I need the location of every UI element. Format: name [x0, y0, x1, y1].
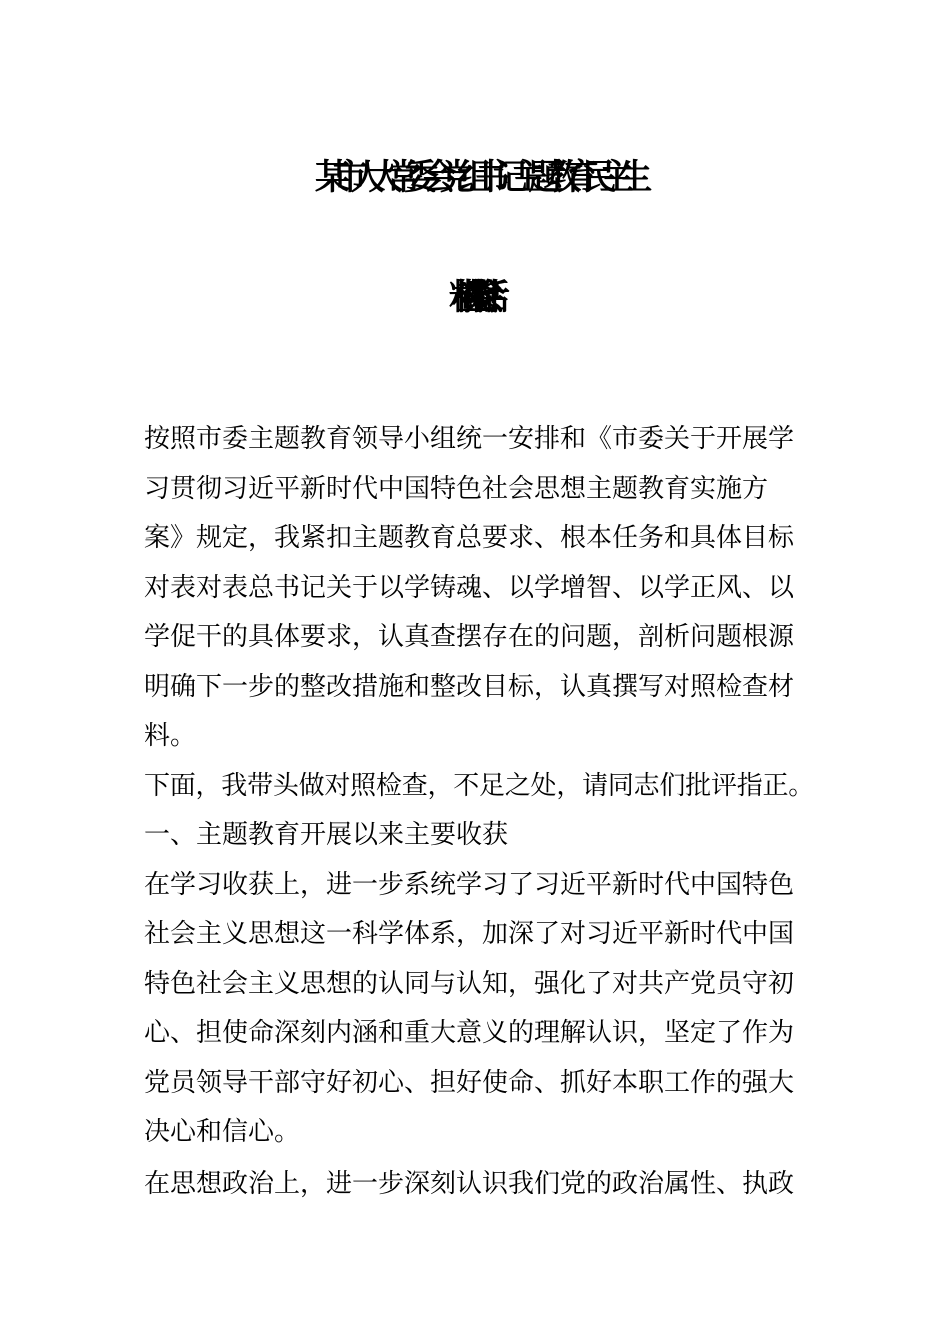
body-line: 案》规定，我紧扣主题教育总要求、根本任务和具体目标 — [144, 523, 795, 553]
body-line: 对表对表总书记关于以学铸魂、以学增智、以学正风、以 — [144, 573, 795, 603]
body-line: 明确下一步的整改措施和整改目标，认真撰写对照检查材 — [144, 672, 795, 702]
body-line: 心、担使命深刻内涵和重大意义的理解认识，坚定了作为 — [144, 1018, 795, 1048]
body-line: 特色社会主义思想的认同与认知，强化了对共产党员守初 — [144, 969, 795, 999]
body-line: 下面，我带头做对照检查，不足之处，请同志们批评指正。 — [144, 771, 815, 801]
body-line: 决心和信心。 — [144, 1117, 301, 1147]
section-heading: 一、主题教育开展以来主要收获 — [144, 820, 509, 850]
body-line: 党员领导干部守好初心、担好使命、抓好本职工作的强大 — [144, 1068, 795, 1098]
body-line: 社会主义思想这一科学体系，加深了对习近平新时代中国 — [144, 919, 795, 949]
body-line: 习贯彻习近平新时代中国特色社会思想主题教育实施方 — [144, 474, 769, 504]
body-line: 在学习收获上，进一步系统学习了习近平新时代中国特色 — [144, 870, 795, 900]
body-line: 料。 — [144, 721, 197, 751]
document-title-line-1: 某市人大常委会党组书记主题教育民主生 — [314, 158, 636, 198]
body-line: 学促干的具体要求，认真查摆存在的问题，剖析问题根源 — [144, 622, 795, 652]
body-line: 在思想政治上，进一步深刻认识我们党的政治属性、执政 — [144, 1169, 795, 1199]
document-title-line-2 — [0, 276, 950, 320]
body-line: 按照市委主题教育领导小组统一安排和《市委关于开展学 — [144, 424, 795, 454]
